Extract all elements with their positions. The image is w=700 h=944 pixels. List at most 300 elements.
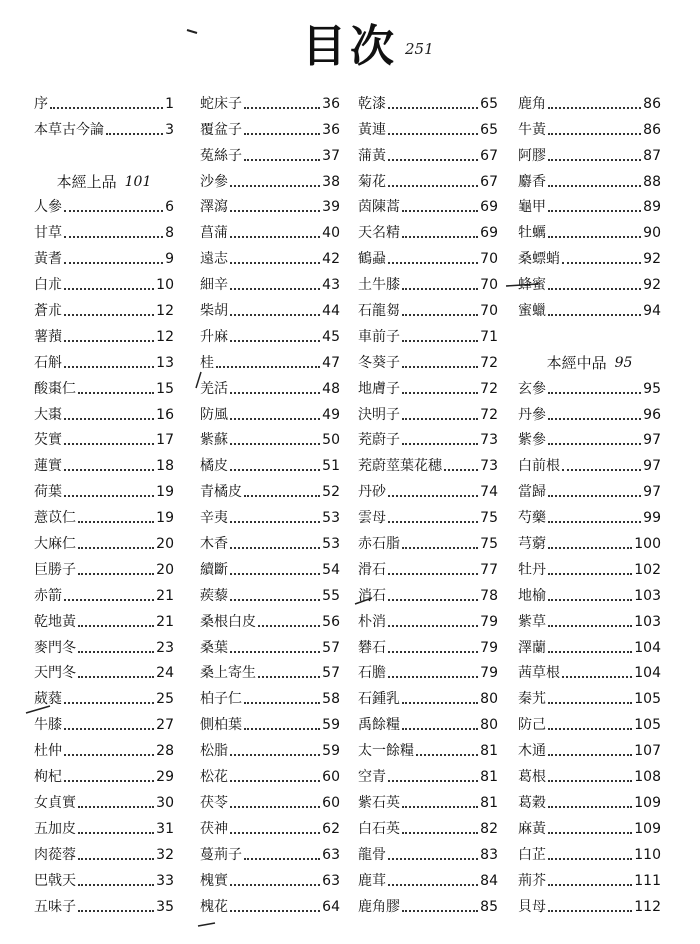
- toc-entry-name: 人參: [34, 199, 62, 216]
- dot-leader: [230, 910, 320, 912]
- toc-entry-name: 黃連: [358, 121, 386, 138]
- toc-entry-name: 乾漆: [358, 95, 386, 112]
- dot-leader: [230, 884, 320, 886]
- toc-entry-page: 60: [322, 769, 340, 786]
- dot-leader: [562, 676, 632, 678]
- toc-entry-page: 70: [480, 303, 498, 320]
- toc-entry-page: 60: [322, 794, 340, 811]
- toc-entry: [200, 191, 340, 217]
- toc-entry: [34, 631, 174, 657]
- toc-entry-name: 茺蔚子: [358, 432, 400, 449]
- toc-entry: [200, 527, 340, 553]
- toc-entry-page: 97: [643, 458, 661, 475]
- toc-entry-page: 49: [322, 406, 340, 423]
- toc-entry-page: 89: [643, 199, 661, 216]
- toc-entry-name: 巨勝子: [34, 561, 76, 578]
- toc-entry: [518, 812, 661, 838]
- dot-leader: [402, 832, 478, 834]
- dot-leader: [64, 314, 154, 316]
- toc-entry-page: 65: [480, 121, 498, 138]
- dot-leader: [402, 392, 478, 394]
- toc-entry: [34, 890, 174, 916]
- dot-leader: [64, 469, 154, 471]
- toc-entry-name: 續斷: [200, 561, 228, 578]
- toc-entry-name: 禹餘糧: [358, 717, 400, 734]
- toc-entry: [518, 786, 661, 812]
- toc-entry: [358, 864, 498, 890]
- dot-leader: [64, 443, 154, 445]
- toc-entry-name: 白前根: [518, 458, 560, 475]
- dot-leader: [402, 443, 478, 445]
- dot-leader: [402, 702, 478, 704]
- toc-entry-name: 肉蓯蓉: [34, 846, 76, 863]
- dot-leader: [64, 728, 154, 730]
- toc-entry: [34, 268, 174, 294]
- toc-entry: [200, 605, 340, 631]
- toc-entry-page: 29: [156, 769, 174, 786]
- dot-leader: [78, 651, 154, 653]
- toc-entry: [518, 475, 661, 501]
- toc-entry-page: 57: [322, 639, 340, 656]
- toc-entry: [518, 760, 661, 786]
- toc-entry: [200, 734, 340, 760]
- toc-entry-page: 63: [322, 872, 340, 889]
- dot-leader: [388, 599, 478, 601]
- toc-entry-name: 茯苓: [200, 794, 228, 811]
- toc-entry-page: 70: [480, 251, 498, 268]
- dot-leader: [388, 858, 478, 860]
- toc-entry-name: 阿膠: [518, 147, 546, 164]
- toc-entry: [34, 216, 174, 242]
- dot-leader: [548, 728, 632, 730]
- section-spacer: [518, 320, 661, 346]
- toc-entry-page: 36: [322, 121, 340, 138]
- section-heading: [518, 346, 661, 372]
- toc-entry-name: 麥門冬: [34, 639, 76, 656]
- dot-leader: [548, 754, 632, 756]
- dot-leader: [244, 133, 320, 135]
- toc-entry-page: 59: [322, 717, 340, 734]
- toc-entry: [34, 812, 174, 838]
- toc-entry-page: 103: [634, 587, 661, 604]
- dot-leader: [548, 573, 632, 575]
- dot-leader: [230, 651, 320, 653]
- toc-entry-name: 覆盆子: [200, 121, 242, 138]
- toc-entry-page: 81: [480, 743, 498, 760]
- dot-leader: [230, 418, 320, 420]
- toc-entry-name: 秦艽: [518, 691, 546, 708]
- toc-entry-name: 五味子: [34, 898, 76, 915]
- toc-entry-name: 赤石脂: [358, 536, 400, 553]
- toc-entry-name: 石斛: [34, 354, 62, 371]
- toc-entry: [34, 87, 174, 113]
- dot-leader: [548, 495, 641, 497]
- toc-entry-name: 防己: [518, 717, 546, 734]
- toc-entry: [518, 268, 661, 294]
- section-heading: [34, 165, 174, 191]
- toc-entry: [518, 449, 661, 475]
- toc-entry-name: 地膚子: [358, 380, 400, 397]
- toc-entry-name: 紫石英: [358, 794, 400, 811]
- toc-entry-page: 70: [480, 277, 498, 294]
- dot-leader: [64, 236, 163, 238]
- toc-entry-page: 107: [634, 743, 661, 760]
- toc-entry-page: 77: [480, 561, 498, 578]
- toc-column-2: [200, 87, 340, 916]
- toc-entry-page: 104: [634, 665, 661, 682]
- toc-entry: [518, 553, 661, 579]
- toc-entry-name: 蓮實: [34, 458, 62, 475]
- toc-entry-page: 1: [165, 95, 174, 112]
- dot-leader: [64, 340, 154, 342]
- toc-entry: [200, 631, 340, 657]
- dot-leader: [64, 702, 154, 704]
- toc-entry-name: 冬葵子: [358, 354, 400, 371]
- toc-entry-name: 大麻仁: [34, 536, 76, 553]
- dot-leader: [230, 754, 320, 756]
- toc-entry-page: 72: [480, 354, 498, 371]
- toc-entry: [358, 475, 498, 501]
- toc-entry-name: 荊芥: [518, 872, 546, 889]
- toc-entry-name: 薏苡仁: [34, 510, 76, 527]
- toc-entry-page: 75: [480, 510, 498, 527]
- toc-entry-name: 薯蕷: [34, 328, 62, 345]
- toc-entry-name: 白朮: [34, 277, 62, 294]
- dot-leader: [244, 495, 320, 497]
- dot-leader: [258, 625, 320, 627]
- toc-entry-name: 桑葉: [200, 639, 228, 656]
- toc-entry-name: 防風: [200, 406, 228, 423]
- dot-leader: [548, 236, 641, 238]
- toc-entry-page: 25: [156, 691, 174, 708]
- toc-entry: [200, 475, 340, 501]
- toc-entry: [358, 812, 498, 838]
- dot-leader: [78, 858, 154, 860]
- toc-entry: [34, 398, 174, 424]
- toc-entry-page: 65: [480, 95, 498, 112]
- toc-entry-page: 53: [322, 510, 340, 527]
- dot-leader: [402, 547, 478, 549]
- toc-entry-name: 桑根白皮: [200, 613, 256, 630]
- dot-leader: [548, 547, 632, 549]
- toc-entry: [200, 268, 340, 294]
- toc-entry-page: 74: [480, 484, 498, 501]
- dot-leader: [402, 288, 478, 290]
- dot-leader: [548, 599, 632, 601]
- dot-leader: [230, 443, 320, 445]
- toc-column-3: [358, 87, 498, 916]
- toc-entry: [34, 449, 174, 475]
- toc-entry-page: 109: [634, 794, 661, 811]
- toc-entry-page: 109: [634, 820, 661, 837]
- toc-entry-name: 朴消: [358, 613, 386, 630]
- dot-leader: [416, 754, 478, 756]
- toc-entry: [358, 449, 498, 475]
- toc-entry-page: 53: [322, 536, 340, 553]
- dot-leader: [64, 288, 154, 290]
- toc-entry: [518, 398, 661, 424]
- toc-entry-name: 鹿角膠: [358, 898, 400, 915]
- toc-entry-page: 72: [480, 380, 498, 397]
- toc-entry: [200, 501, 340, 527]
- dot-leader: [230, 573, 320, 575]
- toc-entry: [34, 734, 174, 760]
- dot-leader: [230, 340, 320, 342]
- dot-leader: [64, 754, 154, 756]
- dot-leader: [78, 676, 154, 678]
- toc-entry-page: 73: [480, 432, 498, 449]
- toc-entry-name: 天名精: [358, 225, 400, 242]
- toc-entry-page: 86: [643, 121, 661, 138]
- toc-entry-page: 71: [480, 328, 498, 345]
- toc-entry-page: 27: [156, 717, 174, 734]
- toc-entry-name: 遠志: [200, 251, 228, 268]
- toc-entry-name: 芎藭: [518, 536, 546, 553]
- toc-entry: [34, 294, 174, 320]
- toc-entry-name: 決明子: [358, 406, 400, 423]
- toc-entry: [518, 242, 661, 268]
- toc-entry: [34, 191, 174, 217]
- toc-entry: [200, 553, 340, 579]
- toc-entry-page: 87: [643, 147, 661, 164]
- toc-entry-page: 73: [480, 458, 498, 475]
- toc-entry-name: 茺蔚莖葉花穗: [358, 458, 442, 475]
- dot-leader: [388, 185, 478, 187]
- toc-entry-page: 44: [322, 303, 340, 320]
- toc-entry: [200, 346, 340, 372]
- dot-leader: [230, 262, 320, 264]
- toc-entry-page: 67: [480, 147, 498, 164]
- dot-leader: [548, 133, 641, 135]
- toc-entry-name: 菟絲子: [200, 147, 242, 164]
- toc-entry-page: 39: [322, 199, 340, 216]
- toc-entry-name: 車前子: [358, 328, 400, 345]
- toc-entry-name: 紫參: [518, 432, 546, 449]
- toc-entry-name: 丹參: [518, 406, 546, 423]
- dot-leader: [402, 806, 478, 808]
- toc-entry: [358, 216, 498, 242]
- dot-leader: [562, 262, 641, 264]
- toc-entry-page: 24: [156, 665, 174, 682]
- toc-entry: [34, 346, 174, 372]
- dot-leader: [50, 107, 163, 109]
- dot-leader: [230, 185, 320, 187]
- dot-leader: [548, 392, 641, 394]
- toc-entry-name: 蔓荊子: [200, 846, 242, 863]
- toc-entry-page: 37: [322, 147, 340, 164]
- toc-entry: [518, 139, 661, 165]
- toc-entry-page: 99: [643, 510, 661, 527]
- toc-entry-name: 芍藥: [518, 510, 546, 527]
- toc-entry-name: 柴胡: [200, 303, 228, 320]
- toc-entry-page: 43: [322, 277, 340, 294]
- toc-entry: [518, 864, 661, 890]
- toc-entry-page: 28: [156, 743, 174, 760]
- toc-entry-page: 85: [480, 898, 498, 915]
- toc-entry: [34, 320, 174, 346]
- toc-entry-page: 62: [322, 820, 340, 837]
- toc-entry-name: 龜甲: [518, 199, 546, 216]
- dot-leader: [388, 107, 478, 109]
- toc-entry: [358, 165, 498, 191]
- toc-entry: [34, 242, 174, 268]
- toc-entry-name: 羌活: [200, 380, 228, 397]
- toc-entry-page: 103: [634, 613, 661, 630]
- toc-entry-page: 12: [156, 328, 174, 345]
- toc-entry-name: 松花: [200, 769, 228, 786]
- toc-entry: [518, 87, 661, 113]
- dot-leader: [78, 392, 154, 394]
- dot-leader: [78, 521, 154, 523]
- toc-entry-name: 升麻: [200, 328, 228, 345]
- toc-entry-page: 35: [156, 898, 174, 915]
- toc-entry: [518, 113, 661, 139]
- section-heading-note: 101: [124, 173, 152, 190]
- toc-entry: [518, 682, 661, 708]
- dot-leader: [230, 806, 320, 808]
- toc-entry: [358, 268, 498, 294]
- toc-entry: [34, 527, 174, 553]
- toc-entry-name: 土牛膝: [358, 277, 400, 294]
- dot-leader: [548, 314, 641, 316]
- toc-entry-name: 當歸: [518, 484, 546, 501]
- toc-entry: [200, 294, 340, 320]
- toc-entry: [200, 786, 340, 812]
- toc-entry-page: 23: [156, 639, 174, 656]
- dot-leader: [388, 676, 478, 678]
- toc-entry-page: 96: [643, 406, 661, 423]
- toc-entry: [518, 734, 661, 760]
- dot-leader: [64, 418, 154, 420]
- toc-entry-name: 槐花: [200, 898, 228, 915]
- dot-leader: [230, 236, 320, 238]
- toc-entry: [34, 786, 174, 812]
- toc-entry-name: 鹿角: [518, 95, 546, 112]
- toc-entry-name: 側柏葉: [200, 717, 242, 734]
- toc-entry-page: 51: [322, 458, 340, 475]
- toc-entry: [518, 424, 661, 450]
- dot-leader: [230, 521, 320, 523]
- toc-entry: [34, 372, 174, 398]
- toc-entry-page: 15: [156, 380, 174, 397]
- toc-entry-page: 83: [480, 846, 498, 863]
- dot-leader: [402, 314, 478, 316]
- section-heading-note: 95: [614, 354, 633, 371]
- toc-entry-name: 牡丹: [518, 561, 546, 578]
- toc-entry: [200, 657, 340, 683]
- toc-entry-name: 黃耆: [34, 251, 62, 268]
- toc-entry-page: 69: [480, 199, 498, 216]
- page-title: 目次: [302, 21, 398, 72]
- toc-entry-page: 42: [322, 251, 340, 268]
- toc-entry: [358, 786, 498, 812]
- toc-entry-name: 牛膝: [34, 717, 62, 734]
- dot-leader: [78, 910, 154, 912]
- toc-entry: [200, 398, 340, 424]
- dot-leader: [388, 262, 478, 264]
- toc-entry-name: 蒺藜: [200, 587, 228, 604]
- dot-leader: [548, 159, 641, 161]
- toc-entry-name: 木香: [200, 536, 228, 553]
- toc-entry-name: 葛穀: [518, 794, 546, 811]
- dot-leader: [64, 495, 154, 497]
- toc-entry: [358, 760, 498, 786]
- toc-entry: [34, 579, 174, 605]
- toc-entry-page: 82: [480, 820, 498, 837]
- toc-entry-page: 20: [156, 536, 174, 553]
- toc-entry-page: 72: [480, 406, 498, 423]
- toc-entry-page: 81: [480, 794, 498, 811]
- toc-entry-name: 玄參: [518, 380, 546, 397]
- toc-entry-page: 92: [643, 251, 661, 268]
- toc-entry: [34, 838, 174, 864]
- toc-entry-name: 蒼朮: [34, 303, 62, 320]
- toc-entry: [358, 579, 498, 605]
- toc-entry-name: 甘草: [34, 225, 62, 242]
- toc-entry-page: 38: [322, 173, 340, 190]
- toc-entry: [518, 631, 661, 657]
- toc-entry: [358, 890, 498, 916]
- dot-leader: [244, 728, 320, 730]
- toc-entry-name: 大棗: [34, 406, 62, 423]
- toc-entry: [200, 424, 340, 450]
- toc-entry: [358, 242, 498, 268]
- toc-entry-page: 104: [634, 639, 661, 656]
- toc-entry: [518, 216, 661, 242]
- toc-entry-name: 乾地黃: [34, 613, 76, 630]
- toc-entry-page: 20: [156, 561, 174, 578]
- toc-entry-page: 105: [634, 717, 661, 734]
- toc-entry-page: 63: [322, 846, 340, 863]
- dot-leader: [388, 133, 478, 135]
- toc-entry: [200, 165, 340, 191]
- toc-entry-name: 蛇床子: [200, 95, 242, 112]
- toc-entry: [34, 501, 174, 527]
- toc-entry: [518, 605, 661, 631]
- toc-entry-page: 90: [643, 225, 661, 242]
- toc-entry-name: 牛黃: [518, 121, 546, 138]
- toc-entry: [200, 708, 340, 734]
- dot-leader: [78, 806, 154, 808]
- dot-leader: [402, 236, 478, 238]
- toc-entry-page: 45: [322, 328, 340, 345]
- toc-entry: [200, 87, 340, 113]
- toc-entry: [358, 424, 498, 450]
- toc-entry: [34, 424, 174, 450]
- toc-entry: [518, 838, 661, 864]
- toc-entry: [518, 657, 661, 683]
- toc-entry: [200, 216, 340, 242]
- toc-entry-name: 鶴蝨: [358, 251, 386, 268]
- toc-entry: [200, 812, 340, 838]
- toc-entry-name: 五加皮: [34, 820, 76, 837]
- toc-entry-page: 16: [156, 406, 174, 423]
- toc-entry-page: 47: [322, 354, 340, 371]
- toc-entry-name: 菊花: [358, 173, 386, 190]
- toc-entry-page: 55: [322, 587, 340, 604]
- dot-leader: [258, 676, 320, 678]
- toc-entry: [358, 191, 498, 217]
- toc-entry-name: 松脂: [200, 743, 228, 760]
- dot-leader: [402, 910, 478, 912]
- toc-entry: [358, 501, 498, 527]
- toc-entry-name: 滑石: [358, 561, 386, 578]
- toc-entry-name: 白石英: [358, 820, 400, 837]
- dot-leader: [64, 780, 154, 782]
- toc-column-4: [518, 87, 661, 916]
- toc-entry-name: 茜草根: [518, 665, 560, 682]
- dot-leader: [548, 288, 641, 290]
